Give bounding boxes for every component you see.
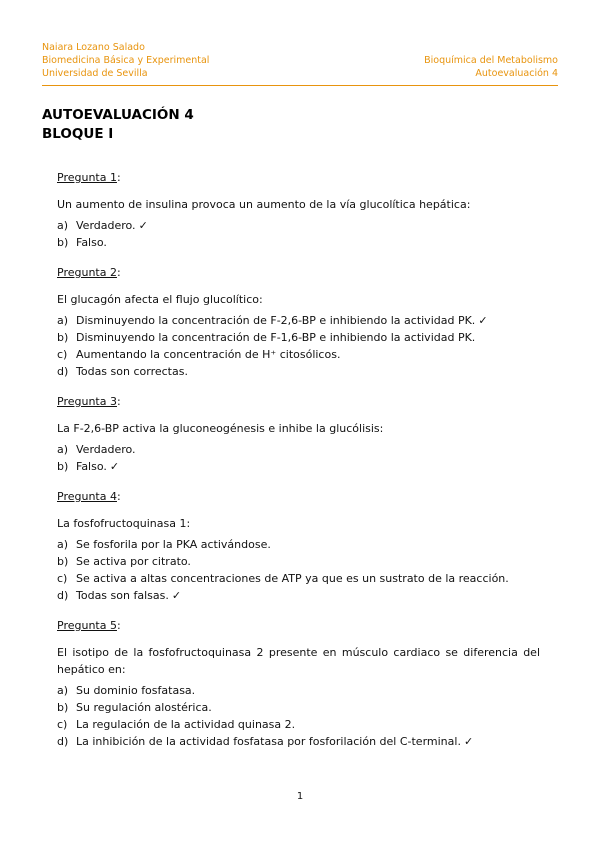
option-letter: b) bbox=[57, 555, 69, 568]
answer-option bbox=[57, 458, 540, 475]
question-text: El glucagón afecta el flujo glucolítico: bbox=[57, 293, 263, 306]
answer-option bbox=[57, 312, 540, 329]
answer-option bbox=[57, 587, 540, 604]
question-label-line: Pregunta 4: bbox=[57, 490, 121, 503]
option-text: Disminuyendo la concentración de F-1,6-BP e inhibiendo la actividad PK. bbox=[76, 331, 476, 344]
answer-option bbox=[57, 363, 540, 380]
header-degree: Biomedicina Básica y Experimental bbox=[42, 55, 210, 66]
option-letter: d) bbox=[57, 589, 69, 602]
option-text: Se activa a altas concentraciones de ATP ya que es un sustrato de la reacción. bbox=[76, 572, 509, 585]
option-letter: a) bbox=[57, 314, 69, 327]
option-text: Falso. bbox=[76, 460, 107, 473]
answer-options bbox=[57, 536, 540, 604]
question-label: Pregunta 4 bbox=[57, 490, 117, 503]
question-label: Pregunta 1 bbox=[57, 171, 117, 184]
answer-option bbox=[57, 329, 540, 346]
option-letter: a) bbox=[57, 538, 69, 551]
option-letter: d) bbox=[57, 365, 69, 378]
question-block bbox=[57, 488, 540, 604]
page-number: 1 bbox=[296, 791, 304, 802]
answer-option bbox=[57, 217, 540, 234]
question-label: Pregunta 2 bbox=[57, 266, 117, 279]
option-letter: d) bbox=[57, 735, 69, 748]
question-text: El isotipo de la fosfofructoquinasa 2 presente en músculo cardiaco se diferencia del hepático en: bbox=[57, 646, 540, 676]
option-text: Su dominio fosfatasa. bbox=[76, 684, 196, 697]
correct-check-icon: ✓ bbox=[109, 460, 120, 473]
option-letter: c) bbox=[57, 572, 68, 585]
option-text: Aumentando la concentración de H⁺ citosólicos. bbox=[76, 348, 341, 361]
option-text: Verdadero. bbox=[76, 219, 136, 232]
answer-options bbox=[57, 441, 540, 475]
answer-option bbox=[57, 553, 540, 570]
question-label-line: Pregunta 3: bbox=[57, 395, 121, 408]
option-text: Su regulación alostérica. bbox=[76, 701, 212, 714]
option-letter: c) bbox=[57, 718, 68, 731]
answer-option bbox=[57, 699, 540, 716]
question-text: La fosfofructoquinasa 1: bbox=[57, 517, 191, 530]
answer-option bbox=[57, 733, 540, 750]
question-text: Un aumento de insulina provoca un aumento de la vía glucolítica hepática: bbox=[57, 198, 471, 211]
title-line-1: AUTOEVALUACIÓN 4 bbox=[42, 107, 194, 123]
answer-option bbox=[57, 682, 540, 699]
option-letter: b) bbox=[57, 331, 69, 344]
option-text: Disminuyendo la concentración de F-2,6-BP e inhibiendo la actividad PK. bbox=[76, 314, 476, 327]
answer-options bbox=[57, 682, 540, 750]
option-text: Todas son correctas. bbox=[76, 365, 188, 378]
correct-check-icon: ✓ bbox=[171, 589, 182, 602]
option-text: Falso. bbox=[76, 236, 107, 249]
answer-option bbox=[57, 716, 540, 733]
questions-section bbox=[57, 169, 540, 763]
question-label-line: Pregunta 5: bbox=[57, 619, 121, 632]
answer-options bbox=[57, 312, 540, 380]
option-letter: b) bbox=[57, 236, 69, 249]
option-letter: a) bbox=[57, 219, 69, 232]
option-letter: b) bbox=[57, 460, 69, 473]
header-university: Universidad de Sevilla bbox=[42, 68, 148, 79]
question-label: Pregunta 3 bbox=[57, 395, 117, 408]
header-author-block bbox=[42, 41, 209, 80]
header-evaluation: Autoevaluación 4 bbox=[475, 68, 558, 79]
answer-option bbox=[57, 234, 540, 251]
document-title bbox=[42, 106, 194, 144]
question-block bbox=[57, 393, 540, 475]
option-letter: a) bbox=[57, 684, 69, 697]
question-block bbox=[57, 617, 540, 750]
option-text: Verdadero. bbox=[76, 443, 136, 456]
option-letter: a) bbox=[57, 443, 69, 456]
header-course: Bioquímica del Metabolismo bbox=[424, 55, 558, 66]
question-label-line: Pregunta 1: bbox=[57, 171, 121, 184]
header-course-block bbox=[424, 54, 558, 80]
question-block bbox=[57, 264, 540, 380]
correct-check-icon: ✓ bbox=[478, 314, 488, 327]
option-letter: c) bbox=[57, 348, 68, 361]
question-block bbox=[57, 169, 540, 251]
answer-option bbox=[57, 441, 540, 458]
correct-check-icon: ✓ bbox=[463, 735, 474, 748]
option-text: Se activa por citrato. bbox=[76, 555, 191, 568]
header-author: Naiara Lozano Salado bbox=[42, 42, 145, 53]
option-letter: b) bbox=[57, 701, 69, 714]
answer-options bbox=[57, 217, 540, 251]
option-text: Se fosforila por la PKA activándose. bbox=[76, 538, 271, 551]
question-text: La F-2,6-BP activa la gluconeogénesis e inhibe la glucólisis: bbox=[57, 422, 384, 435]
page-header bbox=[42, 41, 558, 86]
correct-check-icon: ✓ bbox=[138, 219, 148, 232]
title-line-2: BLOQUE I bbox=[42, 126, 114, 142]
question-label: Pregunta 5 bbox=[57, 619, 117, 632]
option-text: La regulación de la actividad quinasa 2. bbox=[76, 718, 296, 731]
answer-option bbox=[57, 346, 540, 363]
question-label-line: Pregunta 2: bbox=[57, 266, 121, 279]
answer-option bbox=[57, 536, 540, 553]
option-text: La inhibición de la actividad fosfatasa por fosforilación del C-terminal. bbox=[76, 735, 461, 748]
answer-option bbox=[57, 570, 540, 587]
option-text: Todas son falsas. bbox=[76, 589, 169, 602]
